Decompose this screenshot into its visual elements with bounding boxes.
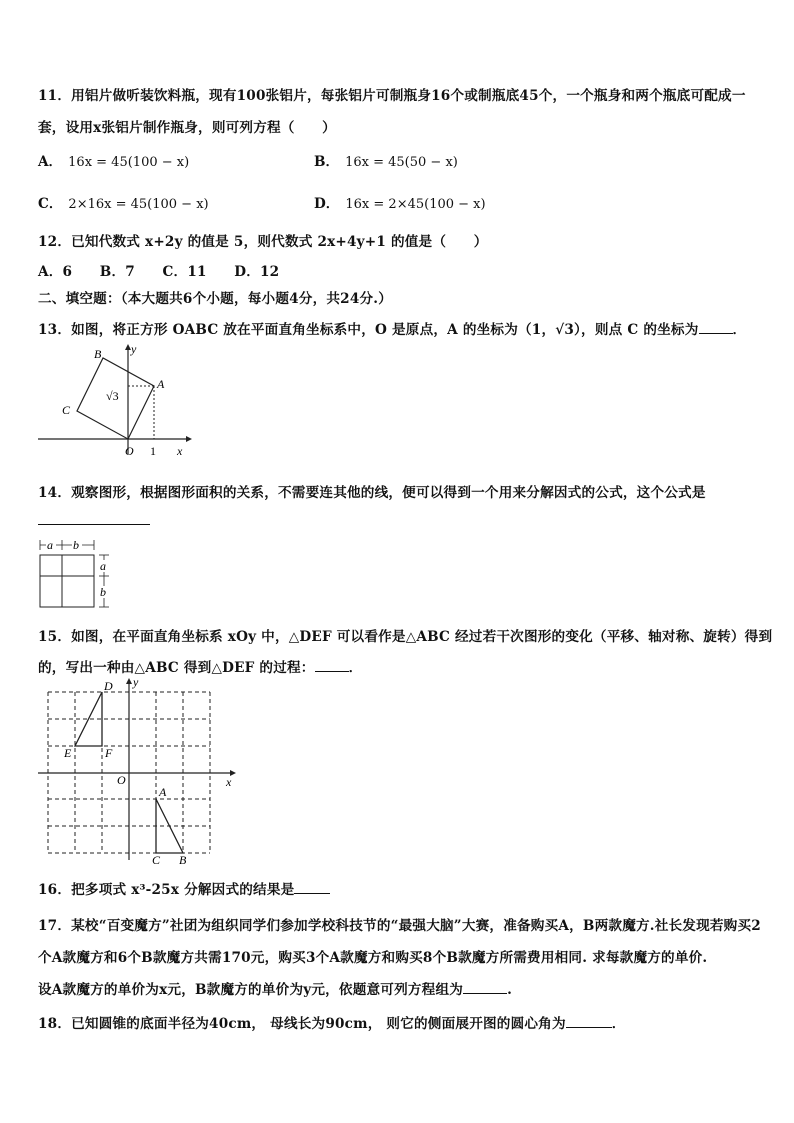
q12-stem: 12．已知代数式 x+2y 的值是 5，则代数式 2x+4y+1 的值是（ ） bbox=[38, 234, 488, 250]
q11-option-d bbox=[314, 192, 486, 212]
q16-text: 16．把多项式 x³-25x 分解因式的结果是 bbox=[38, 882, 295, 898]
label-sqrt3: √3 bbox=[106, 389, 119, 403]
label-x: x bbox=[177, 444, 183, 458]
y-axis-arrow-icon bbox=[126, 678, 132, 684]
label-y: y bbox=[131, 342, 137, 356]
q14-figure bbox=[36, 536, 120, 612]
q13-figure bbox=[36, 342, 196, 460]
q15-line2 bbox=[38, 656, 362, 676]
q17-text: 设A款魔方的单价为x元，B款魔方的单价为y元，依题意可列方程组为 bbox=[38, 982, 464, 998]
label-a: A bbox=[157, 377, 165, 391]
option-label: A． bbox=[38, 154, 63, 170]
q11-line2: 套，设用x张铝片制作瓶身，则可列方程（ ） bbox=[38, 120, 336, 136]
q11-option-b bbox=[314, 150, 458, 170]
option-label: C． bbox=[38, 196, 63, 212]
q15-figure bbox=[34, 676, 244, 866]
answer-blank bbox=[294, 881, 330, 894]
q11-option-c bbox=[38, 192, 209, 212]
label-b: B bbox=[94, 347, 102, 361]
label-y: y bbox=[133, 676, 139, 689]
answer-blank bbox=[566, 1015, 612, 1028]
answer-blank bbox=[699, 321, 733, 334]
q17-line3 bbox=[38, 978, 512, 998]
option-expr: 16x = 2×45(100 − x) bbox=[345, 197, 486, 212]
q17-line2: 个A款魔方和6个B款魔方共需170元，购买3个A款魔方和购买8个B款魔方所需费用相同. 求每款魔方的单价. bbox=[38, 950, 708, 966]
q13-stem bbox=[38, 318, 746, 338]
q15-end: ． bbox=[348, 660, 363, 676]
q13-end: ． bbox=[732, 322, 747, 338]
q18-text: 18．已知圆锥的底面半径为40cm， 母线长为90cm， 则它的侧面展开图的圆心角为 bbox=[38, 1016, 566, 1032]
label-b: B bbox=[179, 853, 187, 866]
q14-answer-blank bbox=[38, 524, 150, 525]
section-heading-fill-in: 二、填空题：（本大题共6个小题，每小题4分，共24分.） bbox=[38, 291, 393, 307]
option-label: B． bbox=[314, 154, 340, 170]
q17-end: . bbox=[507, 982, 513, 998]
q15-line1: 15．如图，在平面直角坐标系 xOy 中，△DEF 可以看作是△ABC 经过若干次图形的变化（平移、轴对称、旋转）得到 bbox=[38, 629, 773, 645]
q17-line1: 17．某校“百变魔方”社团为组织同学们参加学校科技节的“最强大脑”大赛，准备购买A，B两款魔方.社长发现若购买2 bbox=[38, 918, 761, 934]
answer-blank bbox=[315, 659, 349, 672]
option-expr: 16x = 45(100 − x) bbox=[68, 155, 190, 170]
q18-stem bbox=[38, 1012, 626, 1032]
answer-blank bbox=[463, 981, 507, 994]
label-o: O bbox=[117, 773, 126, 787]
option-expr: 16x = 45(50 − x) bbox=[345, 155, 458, 170]
q18-end: ． bbox=[611, 1016, 626, 1032]
label-a: a bbox=[47, 538, 53, 552]
label-f: F bbox=[105, 746, 113, 760]
label-x: x bbox=[226, 775, 232, 789]
label-a: a bbox=[100, 559, 106, 573]
x-axis-arrow-icon bbox=[186, 436, 192, 442]
q15-text: 的，写出一种由△ABC 得到△DEF 的过程： bbox=[38, 660, 315, 676]
label-c: C bbox=[152, 853, 161, 866]
big-square bbox=[40, 555, 94, 607]
label-c: C bbox=[62, 403, 71, 417]
q12-options: A．6 B．7 C．11 D．12 bbox=[38, 264, 280, 280]
label-e: E bbox=[64, 746, 72, 760]
q11-line1: 11．用铝片做听装饮料瓶，现有100张铝片，每张铝片可制瓶身16个或制瓶底45个，一个瓶身和两个瓶底可配成一 bbox=[38, 88, 746, 104]
q14-stem: 14．观察图形，根据图形面积的关系，不需要连其他的线，便可以得到一个用来分解因式的公式，这个公式是 bbox=[38, 485, 706, 501]
q16-stem bbox=[38, 878, 330, 898]
label-b: b bbox=[73, 538, 79, 552]
label-b: b bbox=[100, 585, 106, 599]
option-label: D． bbox=[314, 196, 340, 212]
label-one: 1 bbox=[150, 444, 156, 458]
label-d: D bbox=[104, 679, 113, 693]
label-a: A bbox=[159, 785, 167, 799]
q11-option-a bbox=[38, 150, 189, 170]
option-expr: 2×16x = 45(100 − x) bbox=[68, 197, 209, 212]
q13-text: 13．如图，将正方形 OABC 放在平面直角坐标系中，O 是原点，A 的坐标为（1，√3），则点 C 的坐标为 bbox=[38, 322, 699, 338]
label-o: O bbox=[125, 444, 134, 458]
